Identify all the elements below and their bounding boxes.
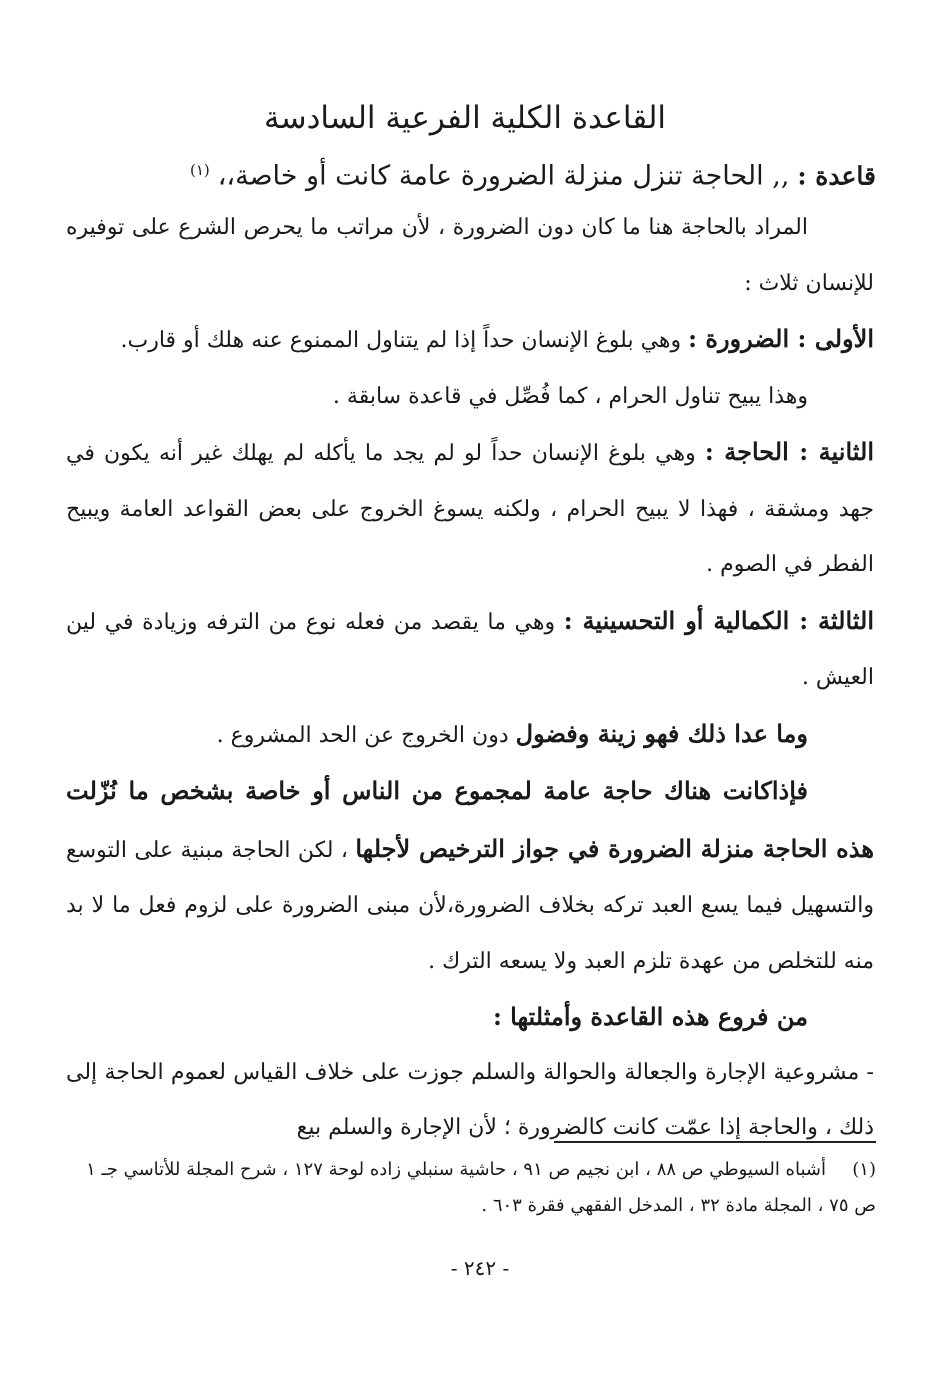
level-second-paragraph xyxy=(66,424,874,593)
footnote-number: (١) xyxy=(852,1159,876,1180)
level-first-continuation: وهذا يبيح تناول الحرام ، كما فُصِّل في قاعدة سابقة . xyxy=(332,383,808,409)
footnotes xyxy=(68,1152,876,1224)
body-text xyxy=(66,200,874,1156)
else-paragraph xyxy=(66,706,874,764)
footnote-separator xyxy=(554,1141,876,1143)
section-title: القاعدة الكلية الفرعية السادسة xyxy=(263,100,667,136)
main-ruling-paragraph xyxy=(66,763,874,989)
else-text: دون الخروج عن الحد المشروع . xyxy=(216,722,509,748)
level-first-paragraph xyxy=(66,311,874,369)
level-second-text: وهي بلوغ الإنسان حداً لو لم يجد ما يأكله لم يهلك غير أنه يكون في جهد ومشقة ، فهذا لا يبيح الحرام ، ولكنه يسوغ الخروج على بعض القواعد العامة ويبيح الفطر في الصوم . xyxy=(66,441,874,577)
rule-text: ,, الحاجة تنزل منزلة الضرورة عامة كانت أو خاصة،، xyxy=(217,160,790,192)
footnote-item xyxy=(68,1152,876,1224)
branches-heading: من فروع هذه القاعدة وأمثلتها : xyxy=(492,1002,808,1031)
intro-paragraph: المراد بالحاجة هنا ما كان دون الضرورة ، لأن مراتب ما يحرص الشرع على توفيره للإنسان ثلاث : xyxy=(66,215,874,296)
rule-statement xyxy=(76,148,876,198)
footnote-reference: (١) xyxy=(189,161,210,179)
level-third-paragraph xyxy=(66,593,874,706)
footnote-text: أشباه السيوطي ص ٨٨ ، ابن نجيم ص ٩١ ، حاشية سنبلي زاده لوحة ١٢٧ ، شرح المجلة للأتاسي جـ ١ ص ٧٥ ، المجلة مادة ٣٢ ، المدخل الفقهي فقرة ٦٠٣ . xyxy=(86,1159,876,1216)
level-first-label: الأولى : الضرورة : xyxy=(688,324,874,353)
branch-item-1: - مشروعية الإجارة والجعالة والحوالة والسلم جوزت على خلاف القياس لعموم الحاجة إلى ذلك ، والحاجة إذا عمّت كانت كالضرورة ؛ لأن الإجارة والسلم بيع xyxy=(66,1059,874,1140)
rule-label: قاعدة : xyxy=(797,161,876,191)
page-number: - ٢٤٢ - xyxy=(450,1256,510,1280)
main-ruling-bold: فإذاكانت هناك حاجة عامة لمجموع من الناس أو خاصة بشخص ما نُزّلت هذه الحاجة منزلة الضرورة في جواز الترخيص لأجلها xyxy=(66,776,874,863)
level-third-text: وهي ما يقصد من فعله نوع من الترفه وزيادة في لين العيش . xyxy=(66,609,874,690)
else-bold: وما عدا ذلك فهو زينة وفضول xyxy=(515,718,808,748)
level-first-text: وهي بلوغ الإنسان حداً إذا لم يتناول الممنوع عنه هلك أو قارب. xyxy=(120,328,682,353)
main-ruling-text: ، لكن الحاجة مبنية على التوسع والتسهيل فيما يسع العبد تركه بخلاف الضرورة،لأن مبنى الضرورة على لزوم فعل ما لا بد منه للتخلص من عهدة تلزم العبد ولا يسعه الترك . xyxy=(66,837,874,974)
level-third-label: الثالثة : الكمالية أو التحسينية : xyxy=(563,605,874,635)
level-second-label: الثانية : الحاجة : xyxy=(704,437,874,466)
